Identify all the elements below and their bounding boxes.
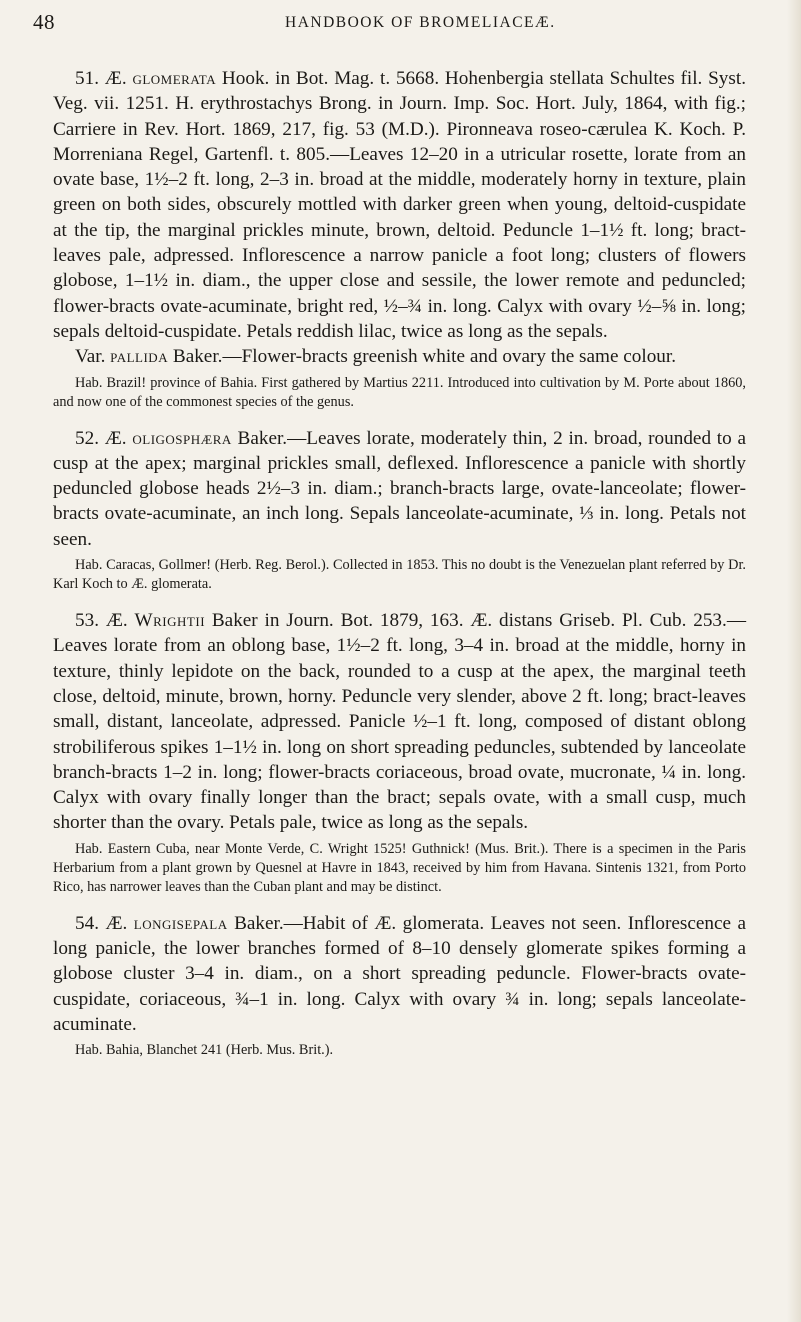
species-entry-54	[53, 911, 746, 1037]
habitat-note: Hab. Brazil! province of Bahia. First gathered by Martius 2211. Introduced into cultivation by M. Porte about 1860, and now one of the commonest species of the genus.	[53, 374, 746, 410]
species-name: Wrightii	[134, 610, 206, 632]
running-head: HANDBOOK OF BROMELIACEÆ.	[285, 14, 556, 31]
habitat-note: Hab. Eastern Cuba, near Monte Verde, C. Wright 1525! Guthnick! (Mus. Brit.). There is a specimen in the Paris Herbarium from a plant grown by Quesnel at Havre in 1843, received by him from Havana. Sintenis 1321, from Porto Rico, has narrower leaves than the Cuban plant and may be distinct.	[53, 840, 746, 895]
page-body	[53, 66, 746, 1074]
page-number: 48	[33, 10, 55, 34]
species-entry-52	[53, 426, 746, 552]
entry-number: 51. Æ.	[75, 68, 127, 89]
entry-description: Baker.—Leaves lorate, moderately thin, 2 in. broad, rounded to a cusp at the apex; marginal prickles small, deflexed. Inflorescence a panicle with shortly peduncled globose heads 2½–3 in. diam.; branch-bracts large, ovate-lanceolate; flower-bracts ovate-acuminate, an inch long. Sepals lanceolate-acuminate, ⅓ in. long. Petals not seen.	[53, 427, 747, 550]
entry-description: Hook. in Bot. Mag. t. 5668. Hohenbergia stellata Schultes fil. Syst. Veg. vii. 1251. H. erythrostachys Brong. in Journ. Imp. Soc. Hort. July, 1864, with fig.; Carriere in Rev. Hort. 1869, 217, fig. 53 (M.D.). Pironneava roseo-cærulea K. Koch. P. Morreniana Regel, Gartenfl. t. 805.—Leaves 12–20 in a utricular rosette, lorate from an ovate base, 1½–2 ft. long, 2–3 in. broad at the middle, moderately horny in texture, plain green on both sides, obscurely mottled with darker green when young, deltoid-cuspidate at the tip, the marginal prickles minute, brown, deltoid. Peduncle 1–1½ ft. long; bract-leaves pale, adpressed. Inflorescence a narrow panicle a foot long; clusters of flowers globose, 1–1½ in. diam., the upper close and sessile, the lower remote and peduncled; flower-bracts ovate-acuminate, bright red, ½–¾ in. long. Calyx with ovary ½–⅝ in. long; sepals deltoid-cuspidate. Petals reddish lilac, twice as long as the sepals.	[53, 68, 746, 342]
entry-number: 53. Æ.	[75, 610, 128, 632]
entry-number: 52. Æ.	[75, 427, 127, 449]
variety-entry	[53, 344, 746, 369]
species-name: longisepala	[133, 912, 228, 934]
habitat-note: Hab. Caracas, Gollmer! (Herb. Reg. Berol.). Collected in 1853. This no doubt is the Venezuelan plant referred by Dr. Karl Koch to Æ. glomerata.	[53, 557, 746, 593]
entry-description: Baker.—Habit of Æ. glomerata. Leaves not seen. Inflorescence a long panicle, the lower branches formed of 8–10 densely glomerate spikes forming a globose cluster 3–4 in. diam., on a short spreading peduncle. Flower-bracts ovate-cuspidate, coriaceous, ¾–1 in. long. Calyx with ovary ¾ in. long; sepals lanceolate-acuminate.	[53, 912, 746, 1035]
species-entry-53	[53, 608, 746, 836]
variety-label: Var.	[75, 346, 106, 368]
entry-number: 54. Æ.	[75, 912, 128, 934]
page-edge-shadow	[787, 0, 801, 1322]
variety-name: pallida	[110, 346, 169, 368]
species-entry-51	[53, 66, 746, 344]
entry-description: Baker in Journ. Bot. 1879, 163. Æ. distans Griseb. Pl. Cub. 253.—Leaves lorate from an oblong base, 1½–2 ft. long, 3–4 in. broad at the middle, horny in texture, thinly lepidote on the back, rounded to a cusp at the apex, the marginal teeth close, deltoid, minute, brown, horny. Peduncle very slender, above 2 ft. long; bract-leaves small, distant, lanceolate, adpressed. Panicle ½–1 ft. long, composed of distant oblong strobiliferous spikes 1–1½ in. long on short spreading peduncles, subtended by lanceolate branch-bracts 1–2 in. long; flower-bracts coriaceous, broad ovate, mucronate, ¼ in. long. Calyx with ovary finally longer than the bract; sepals ovate, with a small cusp, much shorter than the ovary. Petals pale, twice as long as the sepals.	[53, 610, 747, 834]
habitat-note: Hab. Bahia, Blanchet 241 (Herb. Mus. Brit.).	[75, 1042, 334, 1059]
species-name: oligosphæra	[132, 427, 232, 449]
species-name: glomerata	[132, 68, 217, 89]
variety-description: Baker.—Flower-bracts greenish white and ovary the same colour.	[172, 346, 677, 368]
